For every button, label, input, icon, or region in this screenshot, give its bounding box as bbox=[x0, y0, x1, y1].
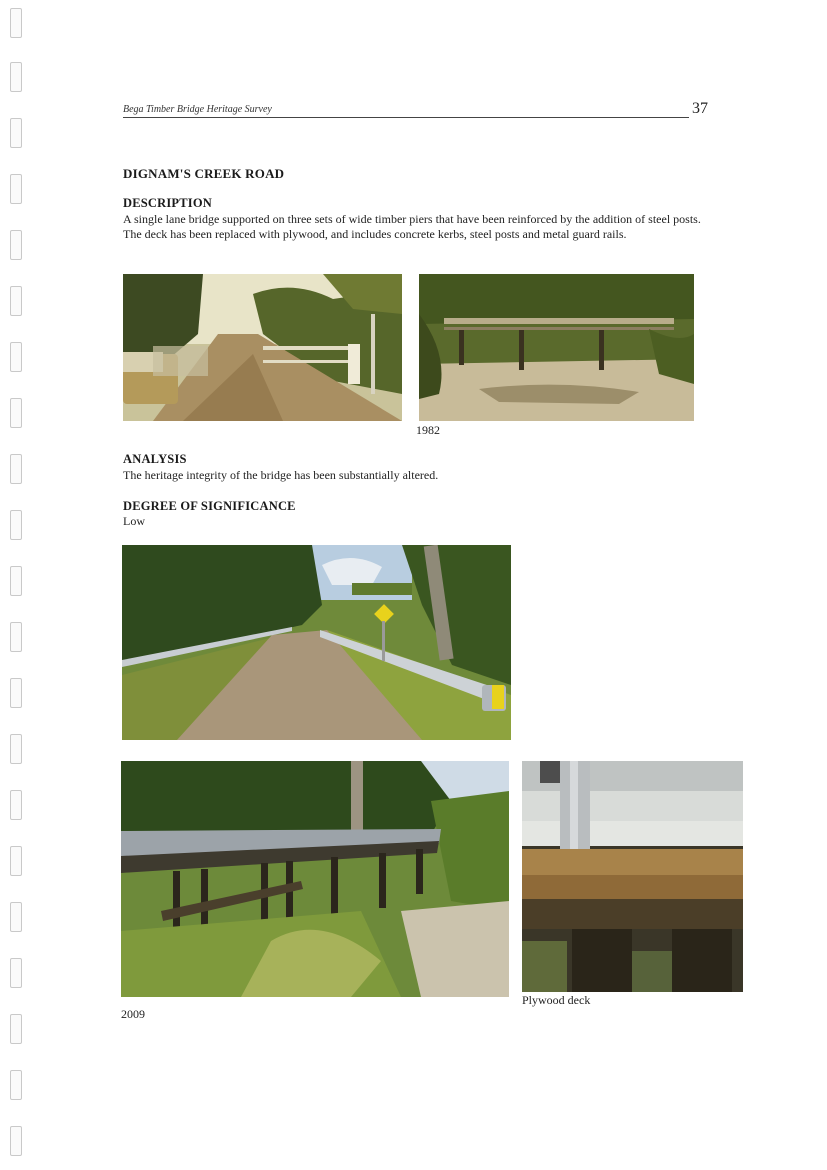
binding-hole bbox=[10, 398, 22, 428]
header-title: Bega Timber Bridge Heritage Survey bbox=[123, 104, 272, 115]
caption-1982: 1982 bbox=[416, 423, 440, 437]
photo-2009-bridge-side bbox=[121, 761, 509, 997]
binding-hole bbox=[10, 902, 22, 932]
binding-hole bbox=[10, 62, 22, 92]
caption-2009: 2009 bbox=[121, 1007, 145, 1021]
analysis-heading: ANALYSIS bbox=[123, 452, 187, 466]
description-heading: DESCRIPTION bbox=[123, 196, 213, 210]
caption-plywood-deck: Plywood deck bbox=[522, 993, 591, 1007]
binding-hole bbox=[10, 1126, 22, 1156]
significance-value: Low bbox=[123, 514, 145, 528]
page-title: DIGNAM'S CREEK ROAD bbox=[123, 166, 285, 181]
binding-hole bbox=[10, 454, 22, 484]
photo-2009-road-guardrails bbox=[122, 545, 511, 740]
page-header bbox=[123, 100, 708, 120]
binding-holes bbox=[10, 0, 24, 1170]
binding-hole bbox=[10, 286, 22, 316]
binding-hole bbox=[10, 846, 22, 876]
description-text: A single lane bridge supported on three sets of wide timber piers that have been reinforced by the addition of steel posts. The deck has been replaced with plywood, and includes concrete kerbs, steel posts and metal guard rails. bbox=[123, 212, 701, 241]
binding-hole bbox=[10, 1070, 22, 1100]
photo-plywood-deck bbox=[522, 761, 743, 992]
binding-hole bbox=[10, 8, 22, 38]
binding-hole bbox=[10, 342, 22, 372]
binding-hole bbox=[10, 566, 22, 596]
photo-1982-road-approach bbox=[123, 274, 402, 421]
binding-hole bbox=[10, 622, 22, 652]
page-number: 37 bbox=[692, 100, 708, 117]
binding-hole bbox=[10, 174, 22, 204]
binding-hole bbox=[10, 1014, 22, 1044]
binding-hole bbox=[10, 958, 22, 988]
binding-hole bbox=[10, 230, 22, 260]
significance-heading: DEGREE OF SIGNIFICANCE bbox=[123, 499, 296, 513]
header-rule bbox=[123, 117, 689, 118]
binding-hole bbox=[10, 510, 22, 540]
photo-1982-bridge-side bbox=[419, 274, 694, 421]
analysis-text: The heritage integrity of the bridge has been substantially altered. bbox=[123, 468, 439, 482]
binding-hole bbox=[10, 118, 22, 148]
binding-hole bbox=[10, 678, 22, 708]
binding-hole bbox=[10, 734, 22, 764]
binding-hole bbox=[10, 790, 22, 820]
